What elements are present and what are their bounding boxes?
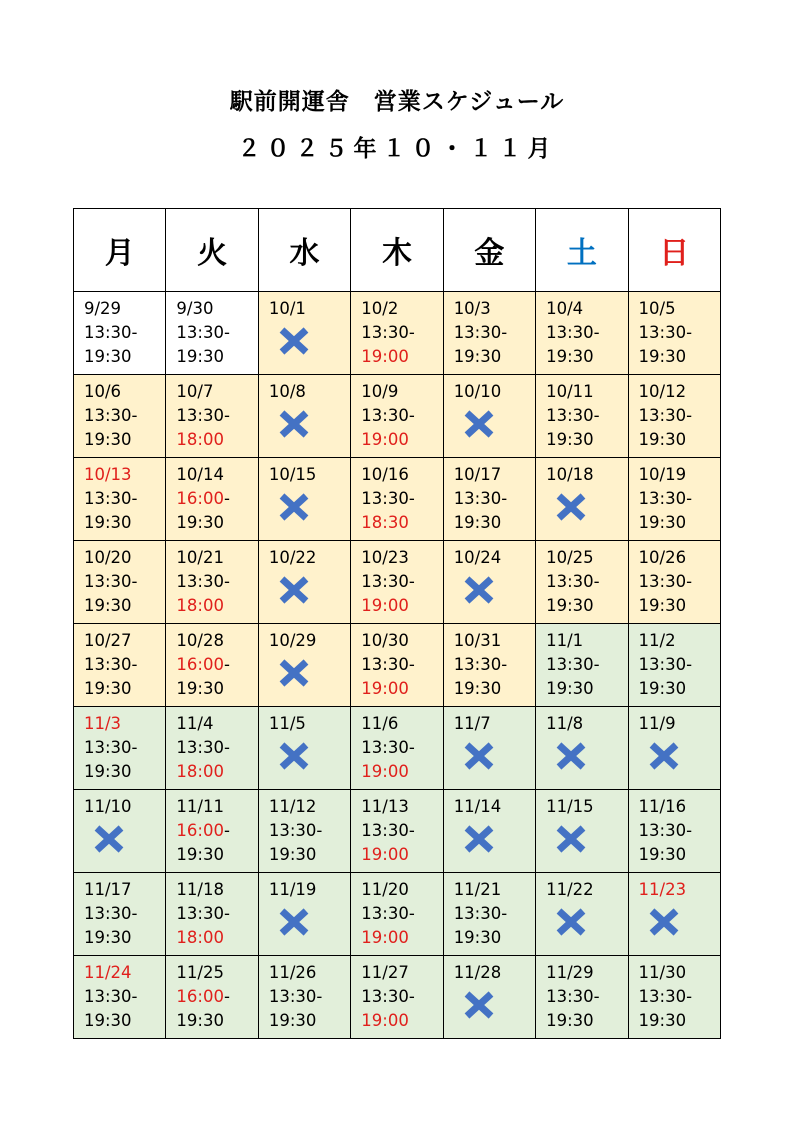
closed-x-icon: [277, 658, 311, 688]
day-cell: [166, 541, 258, 624]
day-date: 11/14: [453, 797, 502, 816]
day-start-time: 13:30-: [84, 987, 138, 1006]
day-date: 10/9: [361, 382, 399, 401]
day-end-time: 18:00: [176, 430, 224, 449]
closed-x-icon: [92, 824, 126, 854]
day-date: 11/28: [453, 963, 502, 982]
day-start-time: 13:30-: [361, 406, 415, 425]
day-start-time: 16:00-: [176, 489, 230, 508]
day-end-time: 19:30: [638, 845, 687, 864]
day-cell: [443, 292, 535, 375]
day-date: 11/11: [176, 797, 224, 816]
week-row: [74, 790, 721, 873]
day-cell: [166, 458, 258, 541]
week-row: [74, 292, 721, 375]
day-end-time: 19:30: [638, 430, 687, 449]
closed-x-icon: [462, 824, 496, 854]
day-start-time: 13:30-: [84, 489, 138, 508]
day-cell: [74, 790, 166, 873]
day-end-time: 19:30: [546, 596, 594, 615]
day-cell: [443, 458, 535, 541]
day-date: 11/10: [84, 797, 132, 816]
day-date: 10/19: [638, 465, 687, 484]
day-start-time: 13:30-: [176, 572, 230, 591]
page-title: 駅前開運舎 営業スケジュール: [229, 89, 565, 115]
day-date: 11/29: [546, 963, 594, 982]
closed-x-icon: [647, 907, 681, 937]
day-cell: [536, 624, 628, 707]
day-cell: [536, 292, 628, 375]
day-end-time: 19:30: [546, 430, 594, 449]
day-start-time: 13:30-: [176, 904, 230, 923]
day-start-time: 13:30-: [638, 987, 693, 1006]
day-date: 10/20: [84, 548, 132, 567]
day-start-time: 13:30-: [84, 655, 138, 674]
day-end-time: 18:00: [176, 762, 224, 781]
day-date: 10/25: [546, 548, 594, 567]
day-date: 11/24: [84, 963, 132, 982]
day-end-time: 19:30: [268, 845, 317, 864]
day-date: 10/17: [453, 465, 502, 484]
day-cell: [258, 375, 350, 458]
day-cell: [628, 375, 720, 458]
day-date: 10/11: [546, 382, 594, 401]
day-start-time: 13:30-: [176, 738, 230, 757]
day-cell: [536, 541, 628, 624]
day-cell: [74, 292, 166, 375]
day-cell: [258, 624, 350, 707]
day-cell: [443, 873, 535, 956]
day-cell: [74, 541, 166, 624]
day-date: 11/30: [638, 963, 687, 982]
day-cell: [536, 375, 628, 458]
day-date: 11/12: [268, 797, 317, 816]
day-start-time-value: 16:00: [176, 655, 224, 674]
day-cell: [74, 873, 166, 956]
day-start-time: 13:30-: [453, 489, 508, 508]
day-end-time: 19:30: [453, 513, 502, 532]
weekday-sat: 土: [536, 209, 628, 292]
day-cell: [166, 790, 258, 873]
day-cell: [351, 790, 443, 873]
week-row: [74, 375, 721, 458]
day-date: 11/7: [453, 714, 491, 733]
day-cell: [351, 956, 443, 1039]
day-date: 10/13: [84, 465, 132, 484]
schedule-body: [74, 292, 721, 1039]
day-end-time: 19:30: [453, 679, 502, 698]
day-date: 10/18: [546, 465, 594, 484]
day-start-time: 13:30-: [361, 323, 415, 342]
day-start-time: 13:30-: [638, 821, 693, 840]
day-end-time: 19:30: [268, 1011, 317, 1030]
day-start-time: 13:30-: [546, 572, 600, 591]
day-end-time: 19:30: [176, 845, 224, 864]
day-date: 11/9: [638, 714, 676, 733]
day-end-time: 19:00: [361, 845, 409, 864]
day-cell: [74, 956, 166, 1039]
day-end-time: 19:30: [84, 513, 132, 532]
day-end-time: 19:30: [84, 596, 132, 615]
day-cell: [258, 541, 350, 624]
day-start-time: 13:30-: [84, 738, 138, 757]
day-cell: [536, 458, 628, 541]
day-end-time: 19:30: [638, 1011, 687, 1030]
day-end-time: 19:30: [638, 513, 687, 532]
day-start-time: 13:30-: [638, 323, 693, 342]
day-cell: [628, 790, 720, 873]
day-start-time-value: 16:00: [176, 489, 224, 508]
week-row: [74, 541, 721, 624]
day-start-time: 13:30-: [176, 323, 230, 342]
closed-x-icon: [277, 326, 311, 356]
day-end-time: 19:30: [84, 1011, 132, 1030]
weekday-wed: 水: [258, 209, 350, 292]
day-end-time: 19:30: [453, 928, 502, 947]
day-start-time: 16:00-: [176, 655, 230, 674]
day-start-time: 13:30-: [361, 904, 415, 923]
weekday-sun: 日: [628, 209, 720, 292]
day-end-time: 19:00: [361, 347, 409, 366]
day-date: 10/2: [361, 299, 399, 318]
day-end-time: 19:30: [638, 596, 687, 615]
day-end-time: 18:00: [176, 928, 224, 947]
day-cell: [536, 707, 628, 790]
day-end-time: 19:30: [84, 762, 132, 781]
day-end-time: 19:00: [361, 596, 409, 615]
day-date: 10/3: [453, 299, 491, 318]
day-cell: [258, 956, 350, 1039]
day-cell: [628, 707, 720, 790]
day-cell: [258, 790, 350, 873]
week-row: [74, 707, 721, 790]
day-start-time-value: 16:00: [176, 821, 224, 840]
day-cell: [536, 956, 628, 1039]
day-date: 10/22: [268, 548, 317, 567]
day-cell: [74, 624, 166, 707]
day-cell: [258, 873, 350, 956]
day-cell: [166, 375, 258, 458]
day-date: 11/26: [268, 963, 317, 982]
day-cell: [258, 707, 350, 790]
day-date: 11/2: [638, 631, 676, 650]
day-cell: [536, 790, 628, 873]
day-start-time: 13:30-: [361, 738, 415, 757]
day-date: 11/13: [361, 797, 409, 816]
day-start-time: 13:30-: [638, 489, 693, 508]
week-row: [74, 873, 721, 956]
day-end-time: 19:30: [453, 347, 502, 366]
day-end-time: 19:30: [176, 1011, 224, 1030]
closed-x-icon: [554, 492, 588, 522]
day-start-time: 13:30-: [84, 323, 138, 342]
day-cell: [351, 292, 443, 375]
day-start-time: 13:30-: [361, 987, 415, 1006]
day-date: 10/15: [268, 465, 317, 484]
day-date: 11/1: [546, 631, 584, 650]
day-cell: [351, 458, 443, 541]
day-date: 11/20: [361, 880, 409, 899]
day-date: 10/16: [361, 465, 409, 484]
day-end-time: 19:30: [638, 347, 687, 366]
weekday-tue: 火: [166, 209, 258, 292]
day-date: 10/8: [268, 382, 306, 401]
day-start-time: 13:30-: [546, 655, 600, 674]
day-cell: [258, 292, 350, 375]
closed-x-icon: [462, 575, 496, 605]
day-cell: [351, 375, 443, 458]
closed-x-icon: [277, 907, 311, 937]
day-cell: [258, 458, 350, 541]
day-start-time: 13:30-: [268, 821, 323, 840]
day-end-time: 19:00: [361, 430, 409, 449]
day-cell: [628, 458, 720, 541]
day-start-time: 13:30-: [638, 572, 693, 591]
day-start-time: 13:30-: [84, 406, 138, 425]
closed-x-icon: [277, 741, 311, 771]
day-date: 11/18: [176, 880, 224, 899]
day-start-time: 13:30-: [546, 323, 600, 342]
closed-x-icon: [554, 907, 588, 937]
day-cell: [628, 624, 720, 707]
closed-x-icon: [647, 741, 681, 771]
closed-x-icon: [554, 741, 588, 771]
day-cell: [443, 624, 535, 707]
day-date: 11/8: [546, 714, 584, 733]
closed-x-icon: [277, 492, 311, 522]
day-date: 10/4: [546, 299, 584, 318]
day-date: 10/5: [638, 299, 676, 318]
day-end-time: 19:30: [176, 347, 224, 366]
day-date: 11/21: [453, 880, 502, 899]
day-date: 11/17: [84, 880, 132, 899]
day-start-time: 13:30-: [176, 406, 230, 425]
day-end-time: 19:00: [361, 1011, 409, 1030]
week-row: [74, 458, 721, 541]
day-start-time: 13:30-: [546, 987, 600, 1006]
day-date: 11/27: [361, 963, 409, 982]
day-cell: [628, 956, 720, 1039]
day-end-time: 19:00: [361, 762, 409, 781]
day-end-time: 19:30: [84, 430, 132, 449]
day-cell: [443, 956, 535, 1039]
day-date: 10/23: [361, 548, 409, 567]
day-end-time: 19:00: [361, 679, 409, 698]
day-end-time: 19:30: [546, 347, 594, 366]
day-end-time: 19:30: [84, 347, 132, 366]
schedule-table: [73, 208, 721, 1039]
day-date: 10/14: [176, 465, 224, 484]
day-start-time: 13:30-: [453, 655, 508, 674]
day-end-time: 19:30: [84, 679, 132, 698]
day-date: 10/29: [268, 631, 317, 650]
day-date: 11/6: [361, 714, 399, 733]
day-cell: [628, 873, 720, 956]
day-end-time: 19:30: [546, 679, 594, 698]
day-cell: [351, 624, 443, 707]
day-cell: [443, 541, 535, 624]
day-cell: [166, 956, 258, 1039]
day-end-time: 19:30: [546, 1011, 594, 1030]
day-cell: [74, 458, 166, 541]
day-date: 10/24: [453, 548, 502, 567]
day-date: 11/16: [638, 797, 687, 816]
page-subtitle: ２０２５年１０・１１月: [237, 136, 557, 162]
day-end-time: 19:30: [84, 928, 132, 947]
day-cell: [166, 624, 258, 707]
day-start-time: 13:30-: [638, 655, 693, 674]
day-date: 11/25: [176, 963, 224, 982]
day-date: 11/4: [176, 714, 214, 733]
day-cell: [351, 873, 443, 956]
day-date: 10/27: [84, 631, 132, 650]
day-date: 11/23: [638, 880, 687, 899]
day-start-time: 16:00-: [176, 821, 230, 840]
day-end-time: 18:30: [361, 513, 409, 532]
day-cell: [166, 707, 258, 790]
day-start-time: 13:30-: [84, 572, 138, 591]
day-end-time: 18:00: [176, 596, 224, 615]
day-start-time: 13:30-: [638, 406, 693, 425]
weekday-thu: 木: [351, 209, 443, 292]
day-start-time-value: 16:00: [176, 987, 224, 1006]
day-date: 10/6: [84, 382, 122, 401]
day-cell: [628, 541, 720, 624]
day-end-time: 19:30: [176, 513, 224, 532]
day-start-time: 13:30-: [453, 904, 508, 923]
day-end-time: 19:00: [361, 928, 409, 947]
week-row: [74, 624, 721, 707]
weekday-fri: 金: [443, 209, 535, 292]
day-date: 11/3: [84, 714, 122, 733]
closed-x-icon: [277, 409, 311, 439]
closed-x-icon: [462, 990, 496, 1020]
day-start-time: 13:30-: [361, 572, 415, 591]
day-cell: [443, 375, 535, 458]
closed-x-icon: [462, 741, 496, 771]
day-start-time: 13:30-: [361, 489, 415, 508]
day-cell: [74, 375, 166, 458]
day-start-time: 13:30-: [84, 904, 138, 923]
day-cell: [351, 707, 443, 790]
day-start-time: 13:30-: [361, 821, 415, 840]
day-start-time: 13:30-: [268, 987, 323, 1006]
closed-x-icon: [554, 824, 588, 854]
day-start-time: 16:00-: [176, 987, 230, 1006]
day-date: 10/26: [638, 548, 687, 567]
day-end-time: 19:30: [638, 679, 687, 698]
day-date: 10/7: [176, 382, 214, 401]
closed-x-icon: [277, 575, 311, 605]
day-date: 10/12: [638, 382, 687, 401]
day-date: 10/28: [176, 631, 224, 650]
day-start-time: 13:30-: [453, 323, 508, 342]
day-start-time: 13:30-: [361, 655, 415, 674]
day-cell: [166, 292, 258, 375]
weekday-mon: 月: [74, 209, 166, 292]
day-date: 9/30: [176, 299, 214, 318]
day-cell: [351, 541, 443, 624]
day-cell: [166, 873, 258, 956]
day-cell: [443, 790, 535, 873]
day-date: 10/21: [176, 548, 224, 567]
day-date: 10/1: [268, 299, 306, 318]
day-date: 11/15: [546, 797, 594, 816]
day-end-time: 19:30: [176, 679, 224, 698]
day-date: 11/5: [268, 714, 306, 733]
day-date: 11/19: [268, 880, 317, 899]
day-start-time: 13:30-: [546, 406, 600, 425]
day-cell: [536, 873, 628, 956]
weekday-header-row: [74, 209, 721, 292]
day-cell: [74, 707, 166, 790]
day-date: 9/29: [84, 299, 122, 318]
day-cell: [628, 292, 720, 375]
week-row: [74, 956, 721, 1039]
day-date: 10/10: [453, 382, 502, 401]
day-date: 10/31: [453, 631, 502, 650]
day-cell: [443, 707, 535, 790]
closed-x-icon: [462, 409, 496, 439]
day-date: 10/30: [361, 631, 409, 650]
day-date: 11/22: [546, 880, 594, 899]
